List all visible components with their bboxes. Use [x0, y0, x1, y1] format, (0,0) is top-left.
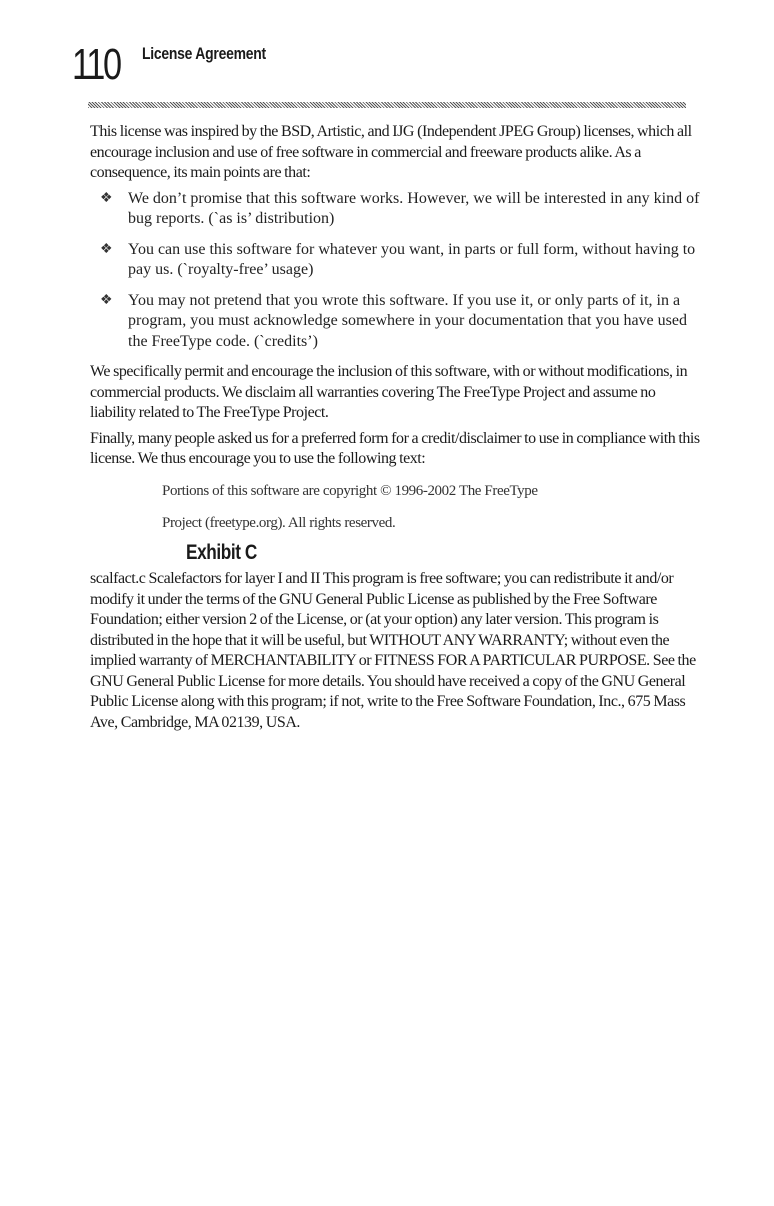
header-rule [88, 102, 686, 108]
exhibit-heading: Exhibit C [186, 540, 257, 564]
credit-quote-line-1: Portions of this software are copyright © 1996-2002 The FreeType [162, 482, 538, 499]
bullet-list [90, 189, 700, 353]
list-item [90, 291, 700, 353]
permit-paragraph: We specifically permit and encourage the inclusion of this software, with or without modifications, in commercial products. We disclaim all warranties covering The FreeType Project and assume no liability related to The FreeType Project. [90, 363, 688, 421]
list-item [90, 240, 700, 281]
bullet-text: You can use this software for whatever you want, in parts or full form, without having to pay us. (`royalty-free’ usage) [128, 240, 696, 278]
page-number: 110 [72, 40, 120, 89]
exhibit-paragraph: scalfact.c Scalefactors for layer I and II This program is free software; you can redistribute it and/or modify it under the terms of the GNU General Public License as published by the Free Software Foundation; either version 2 of the License, or (at your option) any later version. This program is distributed in the hope that it will be useful, but WITHOUT ANY WARRANTY; without even the implied warranty of MERCHANTABILITY or FITNESS FOR A PARTICULAR PURPOSE. See the GNU General Public License for more details. You should have received a copy of the GNU General Public License along with this program; if not, write to the Free Software Foundation, Inc., 675 Mass Ave, Cambridge, MA 02139, USA. [90, 570, 696, 731]
diamond-bullet-icon: ❖ [100, 241, 113, 257]
list-item [90, 189, 700, 230]
intro-paragraph: This license was inspired by the BSD, Artistic, and IJG (Independent JPEG Group) licenses, which all encourage inclusion and use of free software in commercial and freeware products alike. As a consequence, its main points are that: [90, 123, 692, 181]
credit-quote-line-2: Project (freetype.org). All rights reserved. [162, 514, 396, 531]
diamond-bullet-icon: ❖ [100, 190, 113, 206]
running-title: License Agreement [142, 44, 266, 63]
diamond-bullet-icon: ❖ [100, 292, 113, 308]
finally-paragraph: Finally, many people asked us for a preferred form for a credit/disclaimer to use in compliance with this license. We thus encourage you to use the following text: [90, 429, 700, 467]
bullet-text: You may not pretend that you wrote this software. If you use it, or only parts of it, in a program, you must acknowledge somewhere in your documentation that you have used the FreeType code. (`credits’) [128, 291, 687, 350]
bullet-text: We don’t promise that this software works. However, we will be interested in any kind of bug reports. (`as is’ distribution) [128, 189, 700, 227]
page-content [90, 122, 700, 738]
